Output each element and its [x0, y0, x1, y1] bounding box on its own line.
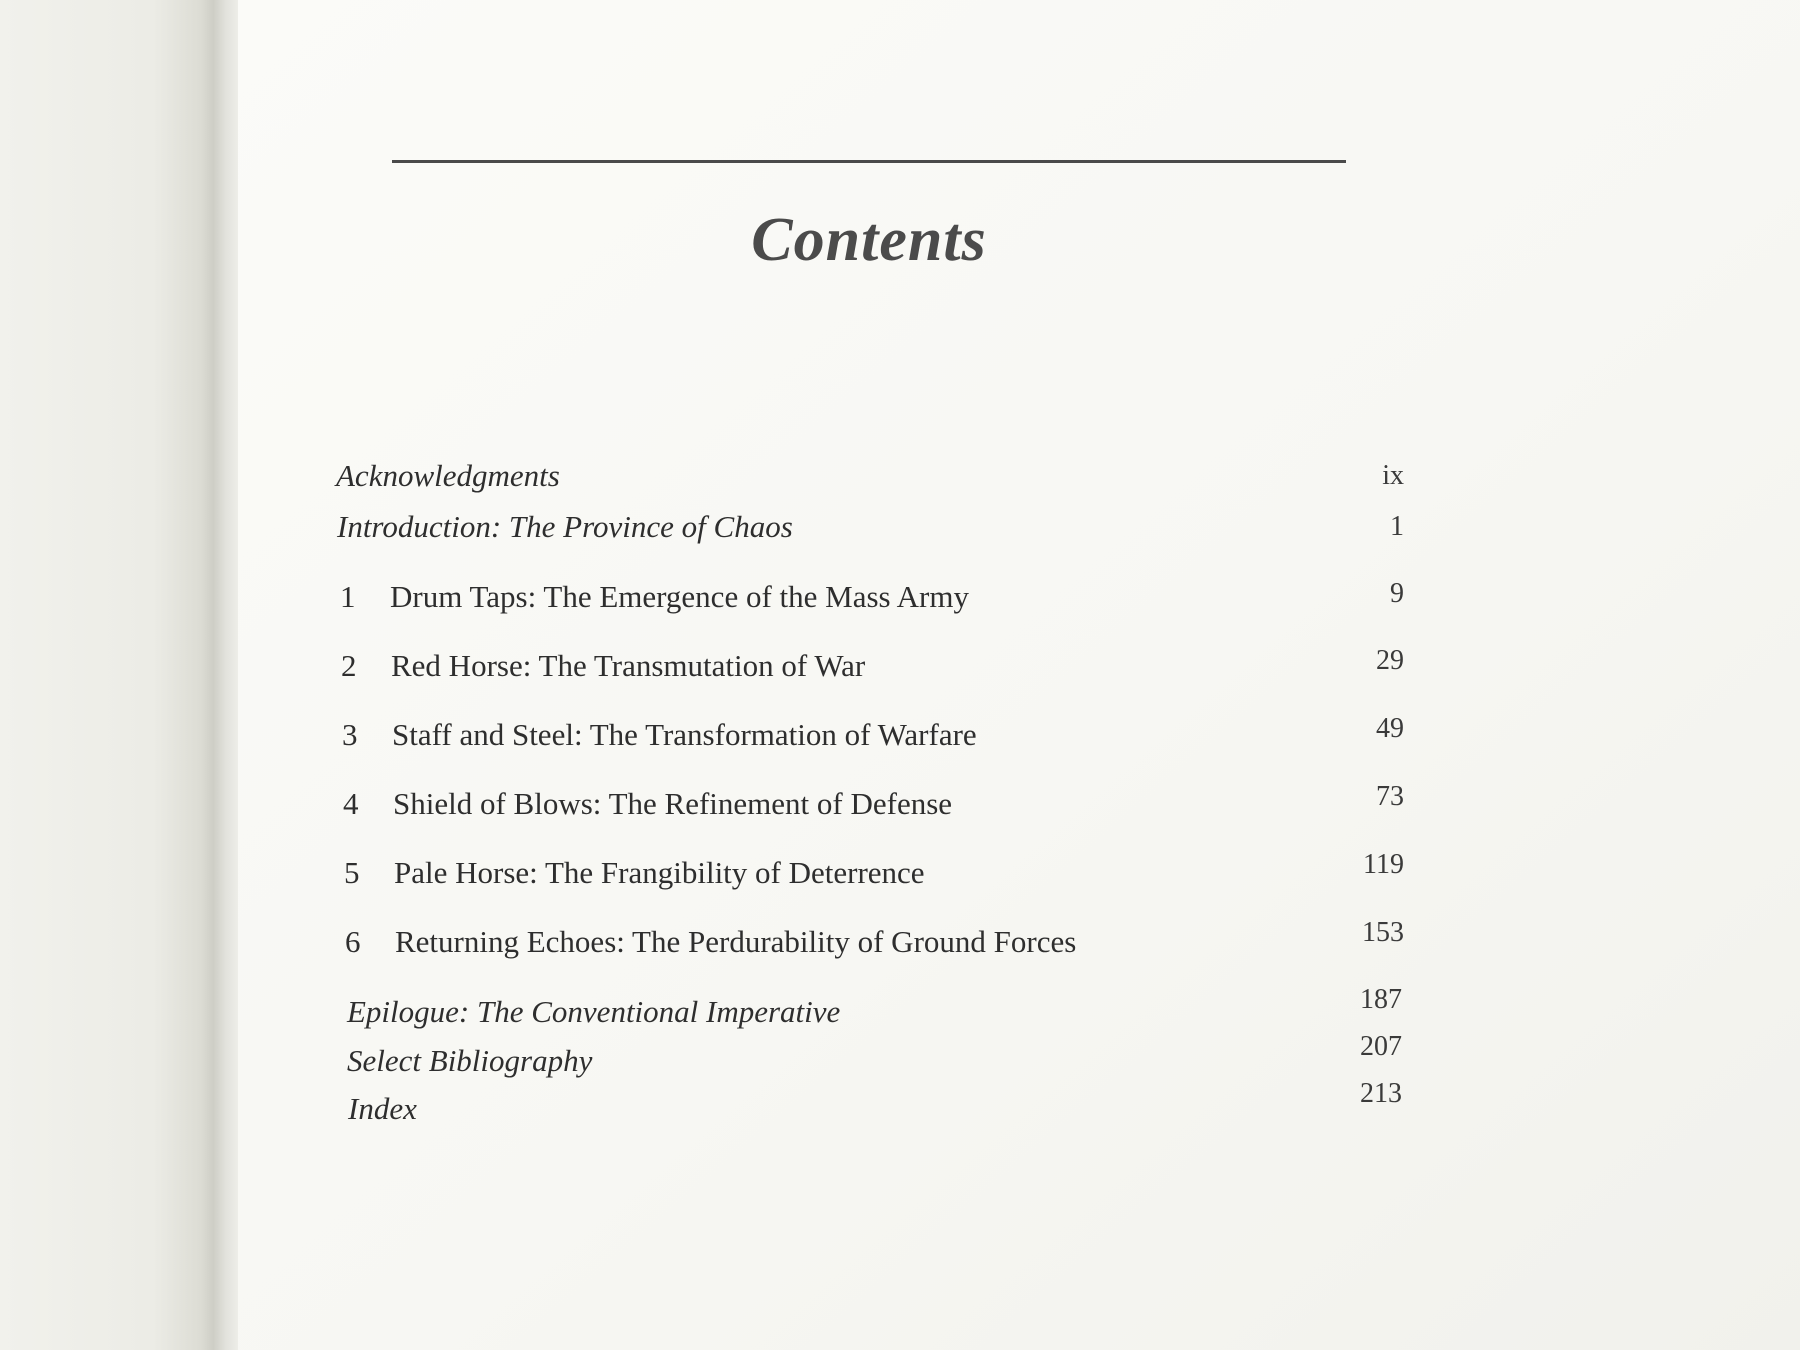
toc-page-number: 49	[1376, 713, 1404, 744]
chapter-number: 1	[340, 579, 356, 614]
toc-entry-label: Select Bibliography	[347, 1043, 593, 1078]
chapter-number: 3	[342, 717, 358, 752]
chapter-number: 4	[343, 786, 359, 821]
toc-entry-epilogue	[347, 994, 840, 1030]
toc-entry-bibliography	[347, 1043, 592, 1079]
book-gutter	[214, 0, 240, 1350]
toc-entry-label: Shield of Blows: The Refinement of Defense	[393, 786, 953, 821]
toc-entry-chapter-5	[344, 855, 925, 891]
toc-entry-introduction	[337, 509, 793, 545]
chapter-number: 6	[345, 924, 361, 959]
toc-page-number: 187	[1360, 984, 1402, 1015]
left-page	[0, 0, 218, 1350]
title-rule	[392, 160, 1346, 163]
chapter-number: 5	[344, 855, 360, 890]
toc-page-number: 153	[1362, 917, 1404, 948]
toc-page-number: 207	[1360, 1031, 1402, 1062]
toc-entry-chapter-6	[345, 924, 1076, 960]
toc-entry-chapter-1	[340, 579, 969, 615]
toc-entry-chapter-4	[343, 786, 952, 822]
toc-entry-label: Red Horse: The Transmutation of War	[391, 648, 866, 683]
toc-entry-label: Epilogue: The Conventional Imperative	[347, 994, 841, 1029]
toc-page-number: 1	[1390, 511, 1404, 542]
chapter-number: 2	[341, 648, 357, 683]
toc-entry-label: Introduction: The Province of Chaos	[337, 509, 793, 544]
toc-entry-label: Returning Echoes: The Perdurability of Ground Forces	[395, 924, 1077, 959]
toc-entry-label: Pale Horse: The Frangibility of Deterrence	[394, 855, 925, 890]
toc-entry-label: Acknowledgments	[336, 458, 560, 493]
toc-page-number: 9	[1390, 578, 1404, 609]
toc-page-number: 29	[1376, 645, 1404, 676]
toc-entry-label: Drum Taps: The Emergence of the Mass Army	[390, 579, 969, 614]
toc-page-number: ix	[1382, 460, 1404, 491]
toc-page-number: 73	[1376, 781, 1404, 812]
toc-entry-label: Index	[348, 1091, 417, 1126]
toc-page-number: 119	[1363, 849, 1404, 880]
toc-entry-label: Staff and Steel: The Transformation of Warfare	[392, 717, 977, 752]
toc-entry-chapter-3	[342, 717, 977, 753]
toc-entry-chapter-2	[341, 648, 865, 684]
toc-entry-acknowledgments	[336, 458, 560, 494]
toc-entry-index	[348, 1091, 417, 1127]
toc-page-number: 213	[1360, 1078, 1402, 1109]
page-title: Contents	[751, 206, 987, 274]
